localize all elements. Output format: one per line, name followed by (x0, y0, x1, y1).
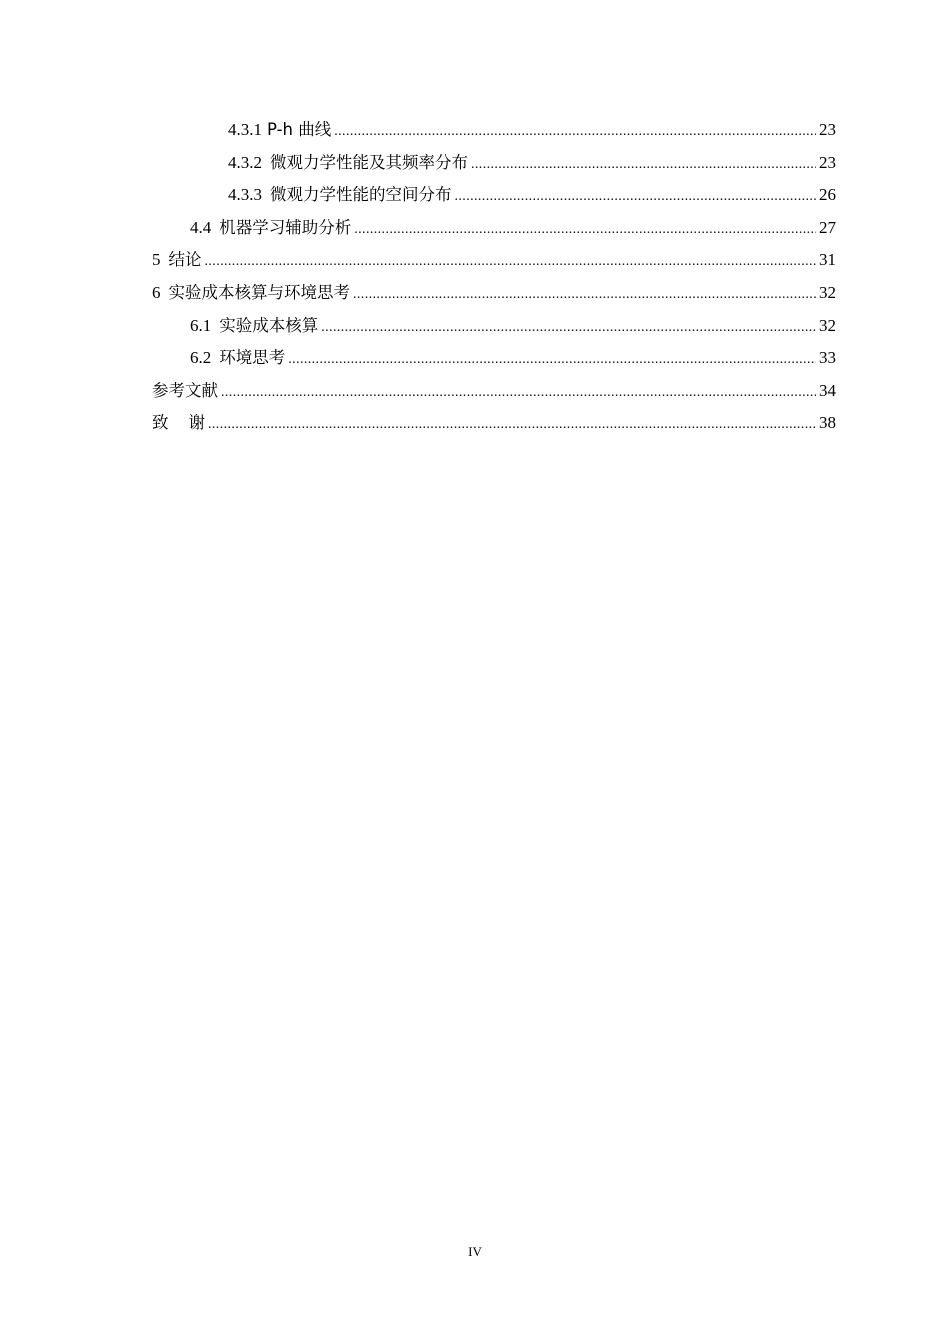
toc-entry-page: 32 (819, 282, 836, 302)
toc-entry-4-3-2[interactable] (0, 146, 950, 179)
toc-entry-number: 6 (152, 282, 161, 302)
toc-entry-page: 31 (819, 250, 836, 270)
toc-entry-page: 38 (819, 413, 836, 433)
toc-leader-dots (455, 186, 817, 208)
toc-entry-number: 4.3.2 (228, 152, 262, 172)
toc-entry-number: 6.1 (190, 315, 212, 335)
toc-leader-dots (353, 284, 816, 306)
toc-entry-references[interactable] (0, 374, 950, 407)
toc-entry-page: 33 (819, 348, 836, 368)
toc-entry-acknowledgements[interactable] (0, 406, 950, 439)
toc-entry-page: 32 (819, 315, 836, 335)
toc-leader-dots (208, 414, 816, 436)
toc-entry-title: 微观力学性能的空间分布 (270, 185, 452, 205)
toc-entry-6[interactable] (0, 276, 950, 309)
toc-entry-number: 4.3.3 (228, 185, 262, 205)
toc-entry-title: 环境思考 (219, 348, 286, 368)
toc-entry-page: 26 (819, 185, 836, 205)
toc-entry-page: 23 (819, 152, 836, 172)
toc-leader-dots (471, 154, 816, 176)
toc-entry-title: 参考文献 (152, 380, 218, 400)
toc-entry-title: 结论 (168, 250, 202, 270)
toc-leader-dots (221, 382, 816, 404)
toc-leader-dots (321, 317, 816, 339)
toc-entry-title: 微观力学性能及其频率分布 (270, 152, 468, 172)
toc-entry-title: P-h 曲线 (267, 120, 332, 139)
toc-entry-4-3-3[interactable] (0, 178, 950, 211)
toc-entry-6-2[interactable] (0, 341, 950, 374)
toc-entry-4-3-1[interactable] (0, 113, 950, 146)
toc-entry-5[interactable] (0, 243, 950, 276)
toc-entry-title: 实验成本核算 (219, 315, 319, 335)
toc-leader-dots (334, 121, 816, 143)
toc-entry-title: 机器学习辅助分析 (219, 217, 352, 237)
toc-entry-page: 27 (819, 217, 836, 237)
page-number-footer: IV (468, 1244, 482, 1259)
toc-entry-4-4[interactable] (0, 211, 950, 244)
toc-entry-6-1[interactable] (0, 309, 950, 342)
toc-entry-page: 34 (819, 380, 836, 400)
toc-entry-page: 23 (819, 120, 836, 139)
toc-entry-number: 4.4 (190, 217, 212, 237)
toc-entry-title: 实验成本核算与环境思考 (168, 282, 350, 302)
toc-entry-number: 4.3.1 (228, 120, 262, 139)
toc-leader-dots (354, 219, 816, 241)
toc-leader-dots (205, 251, 817, 273)
toc-entry-number: 6.2 (190, 348, 212, 368)
table-of-contents (0, 113, 950, 439)
toc-entry-number: 5 (152, 250, 161, 270)
toc-leader-dots (288, 349, 816, 371)
toc-entry-title: 致谢 (152, 413, 225, 433)
